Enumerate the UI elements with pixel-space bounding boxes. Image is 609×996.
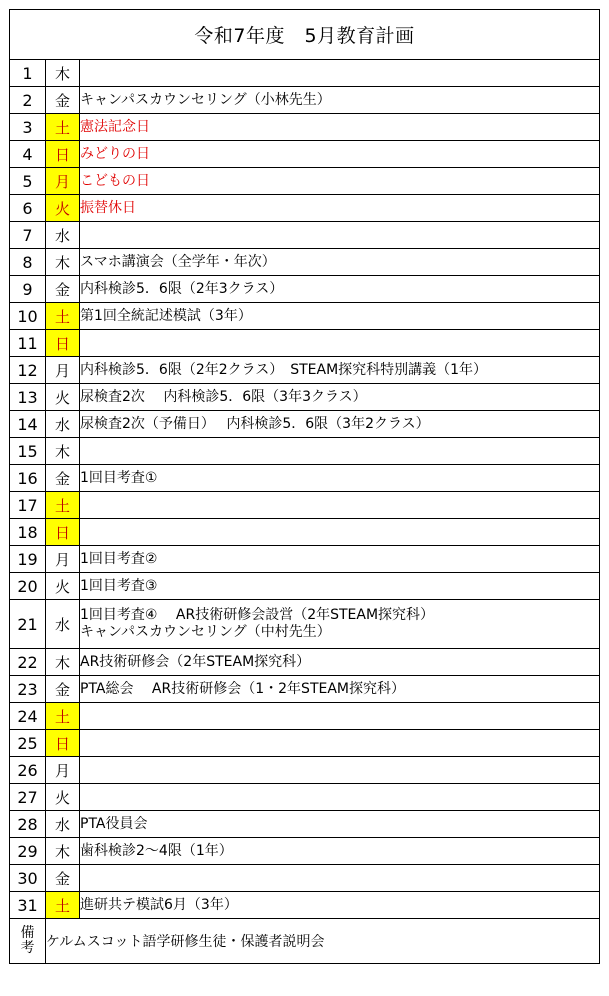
weekday: 金 xyxy=(46,676,80,703)
weekday: 火 xyxy=(46,384,80,411)
day-number: 14 xyxy=(10,411,46,438)
event-cell xyxy=(80,600,600,649)
day-row xyxy=(10,519,600,546)
day-row xyxy=(10,465,600,492)
event-cell xyxy=(80,703,600,730)
event-cell xyxy=(80,60,600,87)
day-number: 12 xyxy=(10,357,46,384)
weekday: 土 xyxy=(46,303,80,330)
day-number: 29 xyxy=(10,838,46,865)
weekday: 日 xyxy=(46,519,80,546)
day-row xyxy=(10,114,600,141)
weekday: 木 xyxy=(46,438,80,465)
event-text: 尿検査2次 内科検診5．6限（3年3クラス） xyxy=(80,388,367,405)
day-row xyxy=(10,384,600,411)
weekday: 木 xyxy=(46,60,80,87)
event-cell xyxy=(80,303,600,330)
title-row xyxy=(10,10,600,60)
event-text: キャンパスカウンセリング（中村先生） xyxy=(80,624,331,640)
notes-row xyxy=(10,919,600,964)
event-text: スマホ講演会（全学年・年次） xyxy=(80,253,276,270)
day-row xyxy=(10,600,600,649)
day-row xyxy=(10,838,600,865)
day-row xyxy=(10,811,600,838)
weekday: 月 xyxy=(46,168,80,195)
event-text: こどもの日 xyxy=(80,172,150,189)
day-row xyxy=(10,438,600,465)
event-cell xyxy=(80,676,600,703)
weekday: 日 xyxy=(46,730,80,757)
event-text: みどりの日 xyxy=(80,145,150,162)
monthly-plan-table xyxy=(9,9,600,964)
event-text: 尿検査2次（予備日） 内科検診5．6限（3年2クラス） xyxy=(80,415,430,432)
event-cell xyxy=(80,411,600,438)
day-row xyxy=(10,649,600,676)
event-cell xyxy=(80,892,600,919)
event-text: 憲法記念日 xyxy=(80,118,150,135)
day-number: 3 xyxy=(10,114,46,141)
weekday: 火 xyxy=(46,573,80,600)
event-text: 内科検診5．6限（2年2クラス） STEAM探究科特別講義（1年） xyxy=(80,361,488,378)
weekday: 月 xyxy=(46,546,80,573)
day-row xyxy=(10,141,600,168)
day-number: 7 xyxy=(10,222,46,249)
day-number: 31 xyxy=(10,892,46,919)
day-number: 20 xyxy=(10,573,46,600)
event-text: 歯科検診2～4限（1年） xyxy=(80,842,233,859)
event-text: PTA役員会 xyxy=(80,815,148,832)
event-cell xyxy=(80,492,600,519)
day-number: 23 xyxy=(10,676,46,703)
event-text: AR技術研修会（2年STEAM探究科） xyxy=(80,653,311,670)
event-text: 進研共テ模試6月（3年） xyxy=(80,896,238,913)
day-number: 30 xyxy=(10,865,46,892)
event-cell xyxy=(80,114,600,141)
day-number: 11 xyxy=(10,330,46,357)
event-cell xyxy=(80,222,600,249)
event-cell xyxy=(80,195,600,222)
day-row xyxy=(10,60,600,87)
day-row xyxy=(10,573,600,600)
day-row xyxy=(10,492,600,519)
day-number: 25 xyxy=(10,730,46,757)
weekday: 水 xyxy=(46,222,80,249)
event-text: 1回目考査④ AR技術研修会設営（2年STEAM探究科） xyxy=(80,607,435,623)
event-cell xyxy=(80,384,600,411)
day-number: 17 xyxy=(10,492,46,519)
event-cell xyxy=(80,141,600,168)
weekday: 土 xyxy=(46,114,80,141)
event-cell xyxy=(80,519,600,546)
day-row xyxy=(10,357,600,384)
day-row xyxy=(10,276,600,303)
weekday: 水 xyxy=(46,811,80,838)
notes-text: ケルムスコット語学研修生徒・保護者説明会 xyxy=(46,919,600,964)
event-cell xyxy=(80,865,600,892)
day-number: 4 xyxy=(10,141,46,168)
day-number: 6 xyxy=(10,195,46,222)
day-row xyxy=(10,546,600,573)
event-text: 1回目考査③ xyxy=(80,577,158,594)
day-number: 10 xyxy=(10,303,46,330)
event-text: 1回目考査② xyxy=(80,550,158,567)
event-cell xyxy=(80,838,600,865)
day-row xyxy=(10,303,600,330)
day-number: 26 xyxy=(10,757,46,784)
weekday: 火 xyxy=(46,195,80,222)
day-number: 21 xyxy=(10,600,46,649)
event-cell xyxy=(80,357,600,384)
event-cell xyxy=(80,757,600,784)
event-cell xyxy=(80,811,600,838)
weekday: 日 xyxy=(46,141,80,168)
day-number: 22 xyxy=(10,649,46,676)
event-text: 振替休日 xyxy=(80,199,136,216)
day-row xyxy=(10,784,600,811)
event-cell xyxy=(80,87,600,114)
event-cell xyxy=(80,330,600,357)
weekday: 金 xyxy=(46,465,80,492)
day-row xyxy=(10,195,600,222)
event-cell xyxy=(80,649,600,676)
event-text: 内科検診5．6限（2年3クラス） xyxy=(80,280,284,297)
day-row xyxy=(10,703,600,730)
weekday: 金 xyxy=(46,276,80,303)
day-row xyxy=(10,865,600,892)
event-cell xyxy=(80,168,600,195)
event-cell xyxy=(80,573,600,600)
day-row xyxy=(10,87,600,114)
event-cell xyxy=(80,730,600,757)
weekday: 木 xyxy=(46,838,80,865)
day-number: 28 xyxy=(10,811,46,838)
day-row xyxy=(10,222,600,249)
day-row xyxy=(10,168,600,195)
weekday: 月 xyxy=(46,357,80,384)
day-row xyxy=(10,730,600,757)
day-row xyxy=(10,892,600,919)
day-number: 1 xyxy=(10,60,46,87)
weekday: 金 xyxy=(46,865,80,892)
weekday: 木 xyxy=(46,249,80,276)
day-number: 9 xyxy=(10,276,46,303)
event-text: PTA総会 AR技術研修会（1・2年STEAM探究科） xyxy=(80,680,405,697)
event-cell xyxy=(80,249,600,276)
event-cell xyxy=(80,784,600,811)
weekday: 土 xyxy=(46,892,80,919)
event-cell xyxy=(80,546,600,573)
weekday: 水 xyxy=(46,600,80,649)
day-number: 19 xyxy=(10,546,46,573)
day-number: 8 xyxy=(10,249,46,276)
notes-label-char: 考 xyxy=(20,940,35,956)
event-text: キャンパスカウンセリング（小林先生） xyxy=(80,91,331,108)
day-number: 13 xyxy=(10,384,46,411)
day-number: 24 xyxy=(10,703,46,730)
weekday: 木 xyxy=(46,649,80,676)
day-row xyxy=(10,676,600,703)
event-text: 1回目考査① xyxy=(80,469,158,486)
day-number: 18 xyxy=(10,519,46,546)
weekday: 水 xyxy=(46,411,80,438)
event-cell xyxy=(80,465,600,492)
day-number: 15 xyxy=(10,438,46,465)
day-number: 5 xyxy=(10,168,46,195)
weekday: 土 xyxy=(46,703,80,730)
weekday: 金 xyxy=(46,87,80,114)
day-row xyxy=(10,249,600,276)
event-cell xyxy=(80,438,600,465)
day-row xyxy=(10,757,600,784)
notes-label xyxy=(10,919,46,964)
day-row xyxy=(10,411,600,438)
event-cell xyxy=(80,276,600,303)
page-title: 令和7年度 5月教育計画 xyxy=(10,10,600,60)
event-text: 第1回全統記述模試（3年） xyxy=(80,307,252,324)
day-row xyxy=(10,330,600,357)
day-number: 27 xyxy=(10,784,46,811)
weekday: 日 xyxy=(46,330,80,357)
day-number: 2 xyxy=(10,87,46,114)
notes-label-char: 備 xyxy=(20,925,35,941)
day-number: 16 xyxy=(10,465,46,492)
weekday: 土 xyxy=(46,492,80,519)
weekday: 火 xyxy=(46,784,80,811)
weekday: 月 xyxy=(46,757,80,784)
